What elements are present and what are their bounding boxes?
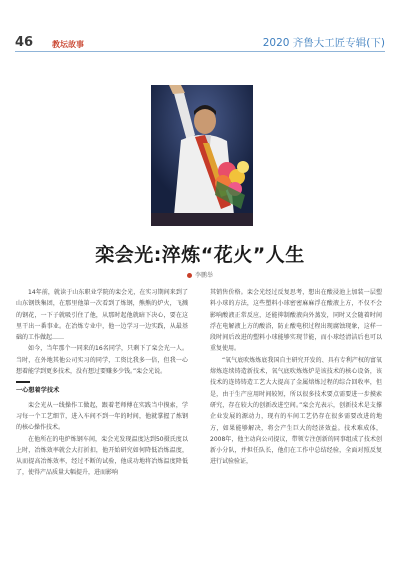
author-icon	[187, 273, 192, 278]
paragraph: 在他所在的电炉炼钢车间，栾会光发现温度达到50摄氏度以上时，冶炼效率就会大打折扣，他开始研究如何降低冶炼温度，从而提高冶炼效率，经过不断的试验，他成功地将冶炼温度降低了，使得产品质量大幅提升，进而影响	[16, 435, 188, 477]
byline	[0, 270, 400, 279]
subhead-rule	[16, 381, 30, 383]
portrait-photo	[151, 85, 253, 226]
paragraph: 栾会光从一线操作工做起，跟着老师傅在实践当中摸索，学习每一个工艺细节，进入车间不到一年的时间，他就掌握了炼钢的核心操作技术。	[16, 401, 188, 432]
section-subhead	[16, 383, 188, 396]
header-divider	[15, 51, 385, 52]
paragraph: 14年前，就读于山东职业学院的栾会光，在实习期间来到了山东钢铁集团，在那里他第一次看到了炼钢，熊熊的炉火，飞溅的钢花，一下子就吸引住了他，从那时起他就暗下决心，要在这里干出一番事业。在冶炼专业中，他一边学习一边实践，从最基础的工作做起……	[16, 289, 188, 342]
paragraph: 如今，当年那个一同来的16名同学，只剩下了栾会光一人。当时，在外地其他公司实习的同学，工资比我多一倍，但我一心想着能学到更多技术，没有想过要赚多少钱。”栾会光说。	[16, 345, 188, 376]
right-column	[210, 287, 382, 468]
left-column	[16, 287, 188, 479]
page-number: 46	[15, 35, 34, 50]
issue-title: 2020 齐鲁大工匠专辑(下)	[262, 37, 385, 49]
paragraph: 其销售价格。栾会光经过反复思考，想出在酸浸池上加装一层塑料小球的方法，这些塑料小球密密麻麻浮在酸液上方，不仅不会影响酸液正常反应，还能抑制酸液向外蒸发，同时又会随着时间浮在电解液上方的酸浴，防止酸电积过程出现腐蚀现象，这样一段时间后改进的塑料小球能够实现节能，而小球经清洁后也可以重复使用。	[210, 289, 382, 353]
subhead-text: 一心想着学技术	[16, 387, 60, 395]
paragraph: “氧气底吹炼炼底我国自主研究开发的、具有专利产权的富氧熔炼连续铸造新技术，氧气底吹炼炼炉是该技术的核心设备，该技术的连铸铸造工艺大大提高了金属熔炼过程的综合回收率，但是，由于生产应用时间较短，所以很多技术要点需要进一步摸索研究，存在较大的创新改进空间。”栾会光表示，创新技术是支撑企业发展的源动力，现有的车间工艺仍存在很多需要改进的地方，如果能够解决，将会产生巨大的经济效益。技术难成体，2008年，他主动向公司提议，带领专注创新的同事组成了技术创新小分队，并担任队长，他们在工作中总结经验，全面对照反复进行试验验证，	[210, 356, 382, 466]
article-title: 栾会光:淬炼“花火”人生	[95, 244, 305, 266]
section-tag: 教坛故事	[52, 40, 84, 49]
author-name: 李鹏举	[194, 272, 213, 279]
